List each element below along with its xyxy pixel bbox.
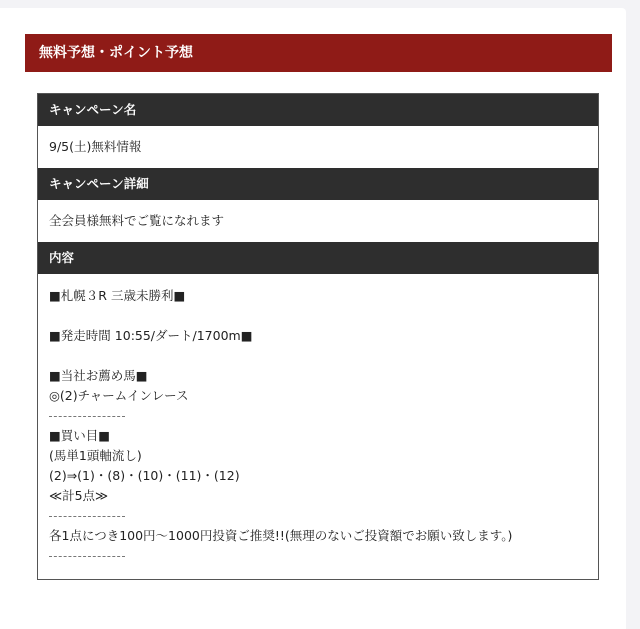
dashed-divider [49, 506, 598, 526]
recommend-title-line: ■当社お薦め馬■ [49, 368, 148, 383]
buy-title-line: ■買い目■ [49, 428, 111, 443]
campaign-name-value: 9/5(土)無料情報 [49, 139, 142, 154]
dashed-divider [49, 546, 598, 566]
blank-line [49, 306, 598, 326]
campaign-name-header: キャンペーン名 [38, 94, 598, 126]
campaign-detail-header: キャンペーン詳細 [38, 168, 598, 200]
content-body [38, 274, 598, 566]
campaign-table [37, 93, 599, 580]
page-title-banner: 無料予想・ポイント予想 [25, 34, 612, 72]
start-time-line: ■発走時間 10:55/ダート/1700m■ [49, 328, 253, 343]
dashed-divider [49, 406, 598, 426]
recommend-horse-line: ◎(2)チャームインレース [49, 388, 189, 403]
race-line: ■札幌３R 三歳未勝利■ [49, 288, 186, 303]
investment-note-line: 各1点につき100円〜1000円投資ご推奨!!(無理のないご投資額でお願い致します。) [49, 528, 513, 543]
blank-line [49, 346, 598, 366]
campaign-detail-value: 全会員様無料でご覧になれます [49, 213, 225, 228]
buy-combination-line: (2)⇒(1)・(8)・(10)・(11)・(12) [49, 468, 240, 483]
content-header: 内容 [38, 242, 598, 274]
buy-type-line: (馬単1頭軸流し) [49, 448, 142, 463]
buy-total-line: ≪計5点≫ [49, 488, 109, 503]
